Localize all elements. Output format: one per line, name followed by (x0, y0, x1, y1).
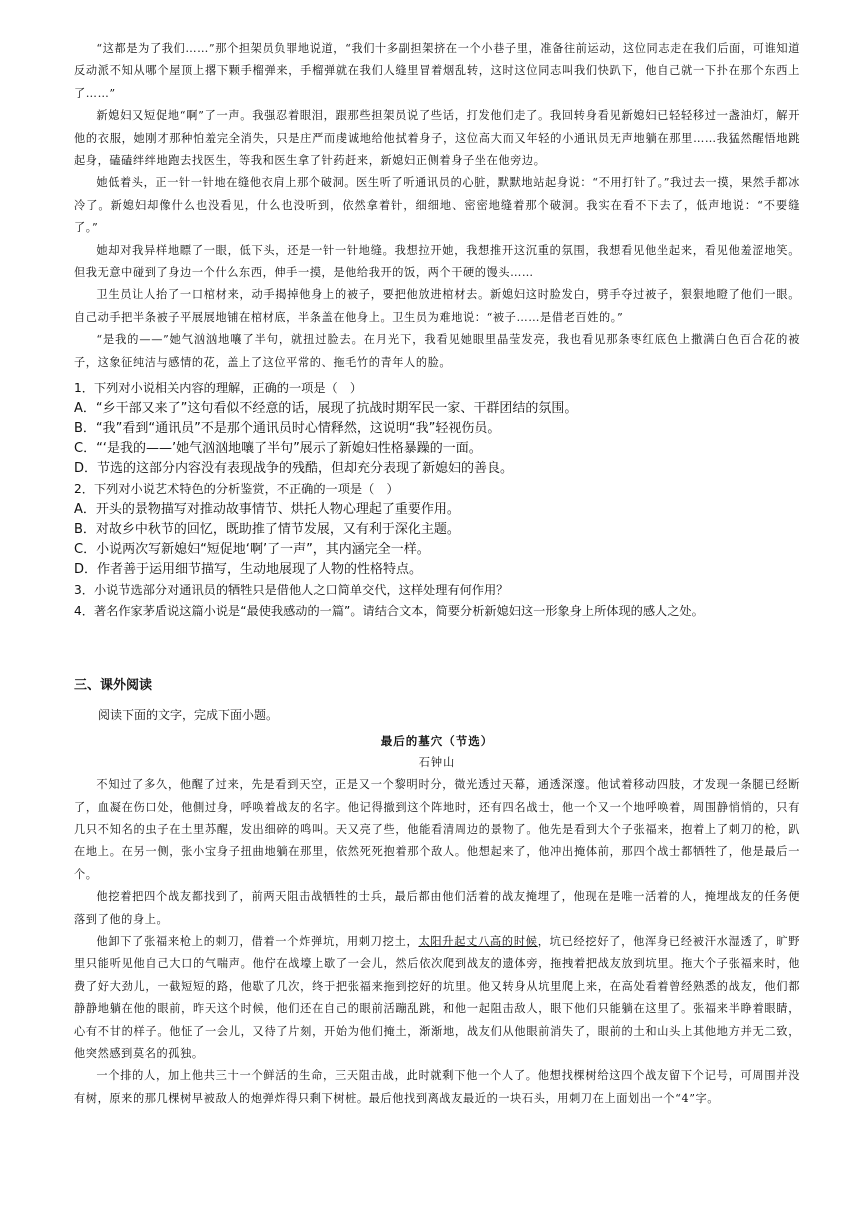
story-paragraph: 卫生员让人抬了一口棺材来，动手揭掉他身上的被子，要把他放进棺材去。新媳妇这时脸发白，劈手夺过被子，狠狠地瞪了他们一眼。自己动手把半条被子平展展地铺在棺材底，半条盖在他身上。卫生员为难地说：“被子……是借老百姓的。” (74, 288, 800, 324)
story-paragraph: “这都是为了我们……”那个担架员负罪地说道，“我们十多副担架挤在一个小巷子里，准备往前运动，这位同志走在我们后面，可谁知道反动派不知从哪个屋顶上撂下颗手榴弹来，手榴弹就在我们人缝里冒着烟乱转，这时这位同志叫我们快趴下，他自己就一下扑在那个东西上了……” (74, 42, 800, 100)
option-b: B．对故乡中秋节的回忆，既助推了情节发展，又有利于深化主题。 (74, 522, 460, 538)
article-paragraph: 不知过了多久，他醒了过来，先是看到天空，正是又一个黎明时分，微光透过天幕，通透深邃。他试着移动四肢，才发现一条腿已经断了，血凝在伤口处，他側过身，呼唤着战友的名字。他记得撤到这个阵地时，还有四名战士，他一个又一个地呼唤着，周围静悄悄的，只有几只不知名的虫子在土里苏醒，发出细碎的鸣叫。天又亮了些，他能看清周边的景物了。他先是看到大个子张福来，抱着上了刺刀的枪，趴在地上。在另一侧，张小宝身子扭曲地躺在那里，依然死死抱着那个敌人。他想起来了，他冲出掩体前，那四个战士都牺牲了，他是最后一个。 (74, 778, 800, 881)
option-c: C．小说两次写新媳妇“短促地‘啊’了一声”，其内涵完全一样。 (74, 542, 430, 558)
question-1 (74, 378, 800, 479)
question-stem: 2．下列对小说艺术特色的分析鉴赏，不正确的一项是（ ） (74, 482, 399, 497)
story-paragraph: 她低着头，正一针一针地在缝他衣肩上那个破洞。医生听了听通讯员的心脏，默默地站起身说：“不用打针了。”我过去一摸，果然手都冰冷了。新媳妇却像什么也没看见，什么也没听到，依然拿着针，细细地、密密地缝着那个破洞。我实在看不下去了，低声地说：“不要缝了。” (74, 176, 800, 235)
option-c: C．“‘是我的——’她气汹汹地嚷了半句”展示了新媳妇性格暴躁的一面。 (74, 441, 482, 457)
question-stem: 3．小说节选部分对通讯员的牺牲只是借他人之口简单交代，这样处理有何作用？ (74, 583, 509, 598)
article-paragraph: 一个排的人，加上他共三十一个鲜活的生命，三天阻击战，此时就剩下他一个人了。他想找棵树给这四个战友留下个记号，可周围并没有树，原来的那几棵树早被敌人的炮弹炸得只剩下树桩。最后他找到离战友最近的一块石头，用刺刀在上面划出一个“4”字。 (74, 1069, 800, 1105)
story-paragraph: 新媳妇又短促地“啊”了一声。我强忍着眼泪，跟那些担架员说了些话，打发他们走了。我回转身看见新媳妇已轻轻移过一盏油灯，解开他的衣服，她刚才那种怕羞完全消失，只是庄严而虔诚地给他拭着身子，这位高大而又年轻的小通讯员无声地躺在那里……我猛然醒悟地跳起身，磕磕绊绊地跑去找医生，等我和医生拿了针药赶来，新媳妇正侧着身子坐在他旁边。 (74, 109, 800, 168)
article-body (74, 774, 800, 1110)
option-a: A．“乡干部又来了”这句看似不经意的话，展现了抗战时期军民一家、干群团结的氛围。 (74, 401, 578, 417)
paragraph-text: ，坑已经挖好了，他浑身已经被汗水湿透了，旷野里只能听见他自己大口的气喘声。他佇在战壕上歇了一会儿，然后依次爬到战友的遗体旁，拖拽着把战友放到坑里。拖大个子张福来时，他费了好大劲儿，一截短短的路，他歇了几次，终于把张福来拖到挖好的坑里。他又转身从坑里爬上来，在高处看着曾经熟悉的战友，他们都静静地躺在他的眼前，昨天这个时候，他们还在自己的眼前活蹦乱跳，和他一起阻击敌人，眼下他们只能躺在这里了。张福来半睁着眼睛，心有不甘的样子。他怔了一会儿，又待了片刻，开始为他们掩土，渐渐地，战友们从他眼前消失了，眼前的土和山头上其他地方并无二致，他突然感到莫名的孤独。 (74, 934, 800, 1060)
article-paragraph (74, 931, 800, 1065)
paragraph-text: 他卸下了张福来枪上的刺刀，借着一个炸弹坑，用刺刀挖土， (96, 934, 419, 948)
question-3 (74, 580, 800, 601)
section-heading: 三、课外阅读 (74, 678, 153, 694)
article-paragraph: 他挖着把四个战友都找到了，前两天阻击战牺牲的士兵，最后都由他们活着的战友掩埋了，他现在是唯一活着的人，掩埋战友的任务便落到了他的身上。 (74, 890, 800, 926)
story-paragraph: 她却对我异样地瞟了一眼，低下头，还是一针一针地缝。我想拉开她，我想推开这沉重的氛围，我想看见他坐起来，看见他羞涩地笑。但我无意中碰到了身边一个什么东西，伸手一摸，是他给我开的饭，两个干硬的馒头…… (74, 243, 800, 280)
article-title: 最后的墓穴（节选） (380, 734, 494, 749)
option-d: D．作者善于运用细节描写，生动地展现了人物的性格特点。 (74, 562, 423, 578)
story-paragraph: “是我的——”她气汹汹地嚷了半句，就扭过脸去。在月光下，我看见她眼里晶莹发亮，我也看见那条枣红底色上撒满白色百合花的被子，这象征纯洁与感情的花，盖上了这位平常的、拖毛竹的青年人的脸。 (74, 333, 800, 369)
article-author: 石钟山 (418, 756, 456, 770)
section-instruction: 阅读下面的文字，完成下面小题。 (98, 708, 279, 723)
option-d: D．节选的这部分内容没有表现战争的残酷，但却充分表现了新媳妇的善良。 (74, 461, 514, 477)
question-4 (74, 601, 800, 622)
question-list (74, 378, 800, 622)
story-excerpt (74, 38, 800, 374)
question-stem: 1．下列对小说相关内容的理解，正确的一项是（ ） (74, 381, 363, 396)
option-b: B．“我”看到“通讯员”不是那个通讯员时心情释然，这说明“我”轻视伤员。 (74, 421, 501, 437)
question-stem: 4．著名作家茅盾说这篇小说是“最使我感动的一篇”。请结合文本，简要分析新媳妇这一形象身上所体现的感人之处。 (74, 604, 704, 619)
question-2 (74, 479, 800, 580)
option-a: A．开头的景物描写对推动故事情节、烘托人物心理起了重要作用。 (74, 502, 460, 518)
underlined-phrase: 太阳升起丈八高的时候 (418, 934, 538, 948)
